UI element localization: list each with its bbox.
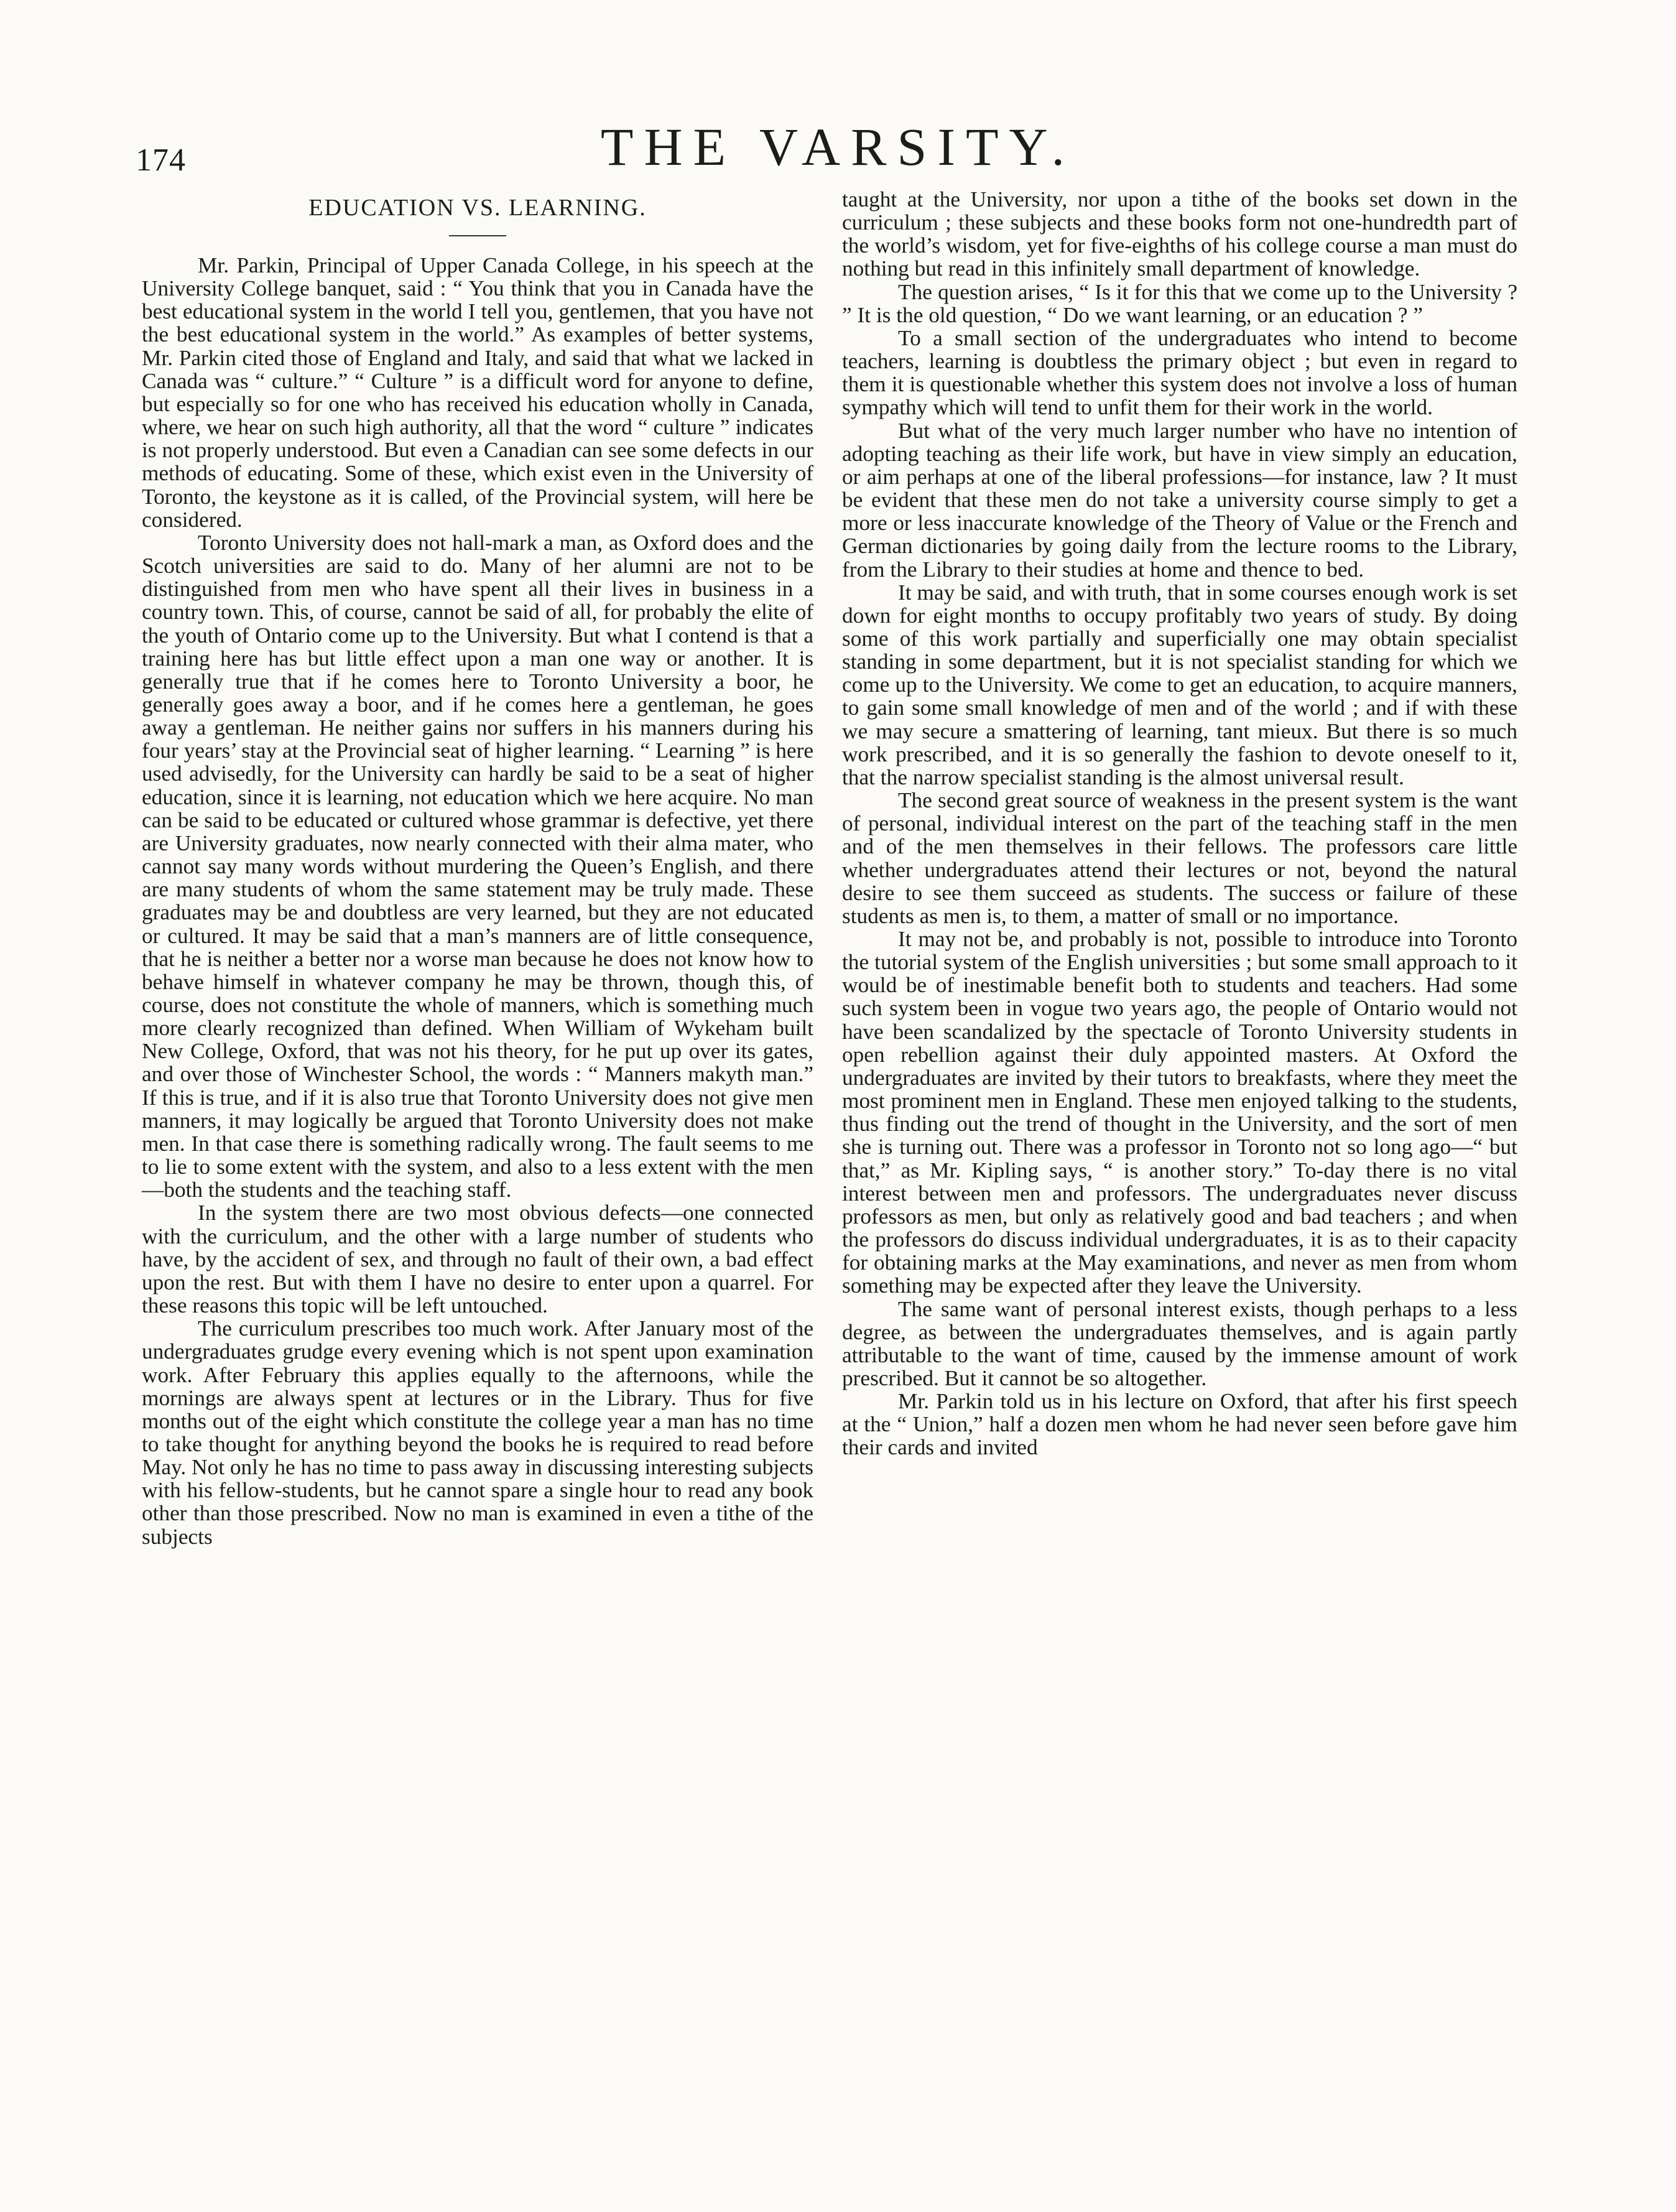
article-paragraph: It may not be, and probably is not, possible to introduce into Toronto the tutorial system of the English universities ; but some small approach to it would be of inestimable benefit both to students and teachers. Had some such system been in vogue two years ago, the people of Ontario would not have been scandalized by the spectacle of Toronto University students in open rebellion against their duly appointed masters. At Oxford the undergraduates are invited by their tutors to breakfasts, where they meet the most prominent men in England. These men enjoyed talking to the students, thus finding out the trend of thought in the University, and the sort of men she is turning out. There was a professor in Toronto not so long ago—“ but that,” as Mr. Kipling says, “ is another story.” To-day there is no vital interest between men and professors. The undergraduates never discuss professors as men, but only as relatively good and bad teachers ; and when the professors do discuss individual undergraduates, it is as to their capacity for obtaining marks at the May examinations, and never as men from whom something may be expected after they leave the University. (842, 927, 1517, 1298)
article-paragraph: The curriculum prescribes too much work. After January most of the undergraduates grudge every evening which is not spent upon examination work. After February this applies equally to the afternoons, while the mornings are always spent at lectures or in the Library. Thus for five months out of the eight which constitute the college year a man has no time to take thought for anything beyond the books he is required to read before May. Not only he has no time to pass away in discussing interesting subjects with his fellow-students, but he cannot spare a single hour to read any book other than those prescribed. Now no man is examined in even a tithe of the subjects (142, 1316, 814, 1549)
article-column-right (842, 188, 1517, 1459)
article-paragraph: The question arises, “ Is it for this that we come up to the University ? ” It is the old question, “ Do we want learning, or an education ? ” (842, 279, 1517, 327)
article-paragraph: But what of the very much larger number who have no intention of adopting teaching as their life work, but have in view simply an education, or aim perhaps at one of the liberal professions—for instance, law ? It must be evident that these men do not take a university course simply to get a more or less inaccurate knowledge of the Theory of Value or the French and German dictionaries by going daily from the lecture rooms to the Library, from the Library to their studies at home and thence to bed. (842, 418, 1517, 582)
article-paragraph: The second great source of weakness in the present system is the want of personal, individual interest on the part of the teaching staff in the men and of the men themselves in their fellows. The professors care little whether undergraduates attend their lectures or not, beyond the natural desire to see them succeed as students. The success or failure of these students as men is, to them, a matter of small or no importance. (842, 788, 1517, 928)
article-paragraph: The same want of personal interest exists, though perhaps to a less degree, as between the undergraduates themselves, and is again partly attributable to the want of time, caused by the immense amount of work prescribed. But it cannot be so altogether. (842, 1296, 1517, 1390)
article-column-left (142, 188, 813, 1548)
title-rule (449, 235, 506, 236)
masthead-title: THE VARSITY. (600, 117, 1076, 177)
article-paragraph: Mr. Parkin, Principal of Upper Canada College, in his speech at the University College banquet, said : “ You think that you in Canada have the best educational system in the world I tell you, gentlemen, that you have not the best educational system in the world.” As examples of better systems, Mr. Parkin cited those of England and Italy, and said that what we lacked in Canada was “ culture.” “ Culture ” is a difficult word for anyone to define, but especially so for one who has received his education wholly in Canada, where, we hear on such high authority, all that the word “ culture ” indicates is not properly understood. But even a Canadian can see some defects in our methods of educating. Some of these, which exist even in the University of Toronto, the keystone as it is called, of the Provincial system, will here be considered. (142, 253, 813, 532)
article-paragraph: Mr. Parkin told us in his lecture on Oxford, that after his first speech at the “ Union,” half a dozen men whom he had never seen before gave him their cards and invited (842, 1389, 1517, 1460)
article-paragraph: To a small section of the undergraduates who intend to become teachers, learning is doubtless the primary object ; but even in regard to them it is questionable whether this system does not involve a loss of human sympathy which will tend to unfit them for their work in the world. (842, 325, 1517, 420)
page-number: 174 (136, 142, 186, 178)
article-title: EDUCATION VS. LEARNING. (308, 195, 647, 221)
article-paragraph-continued: taught at the University, nor upon a tithe of the books set down in the curriculum ; these subjects and these books form not one-hundredth part of the world’s wisdom, yet for five-eighths of his college course a man must do nothing but read in this infinitely small department of knowledge. (842, 187, 1517, 281)
article-paragraph: In the system there are two most obvious defects—one connected with the curriculum, and the other with a large number of students who have, by the accident of sex, and through no fault of their own, a bad effect upon the rest. But with them I have no desire to enter upon a quarrel. For these reasons this topic will be left untouched. (142, 1201, 813, 1318)
article-paragraph: It may be said, and with truth, that in some courses enough work is set down for eight months to occupy profitably two years of study. By doing some of this work partially and superficially one may obtain specialist standing in some department, but it is not specialist standing for which we come up to the University. We come to get an education, to acquire manners, to gain some small knowledge of men and of the world ; and if with these we may secure a smattering of learning, tant mieux. But there is so much work prescribed, and it is so generally the fashion to devote oneself to it, that the narrow specialist standing is the almost universal result. (842, 580, 1517, 789)
article-paragraph: Toronto University does not hall-mark a man, as Oxford does and the Scotch universities are said to do. Many of her alumni are not to be distinguished from men who have spent all their lives in business in a country town. This, of course, cannot be said of all, for probably the elite of the youth of Ontario come up to the University. But what I contend is that a training here has but little effect upon a man one way or another. It is generally true that if he comes here to Toronto University a boor, he generally goes away a boor, and if he comes here a gentleman, he goes away a gentleman. He neither gains nor suffers in his manners during his four years’ stay at the Provincial seat of higher learning. “ Learning ” is here used advisedly, for the University can hardly be said to be a seat of higher education, since it is learning, not education which we here acquire. No man can be said to be educated or cultured whose grammar is defective, yet there are University graduates, now nearly connected with their alma mater, who cannot say many words without murdering the Queen’s English, and there are many students of whom the same statement may be truly made. These graduates may be and doubtless are very learned, but they are not educated or cultured. It may be said that a man’s manners are of little consequence, that he is neither a better nor a worse man because he does not know how to behave himself in whatever company he may be thrown, though this, of course, does not constitute the whole of manners, which is something much more clearly recognized than defined. When William of Wykeham built New College, Oxford, that was not his theory, for he put up over its gates, and over those of Winchester School, the words : “ Manners makyth man.” If this is true, and if it is also true that Toronto University does not give men manners, it may logically be argued that Toronto University does not make men. In that case there is something radically wrong. The fault seems to me to lie to some extent with the system, and also to a less extent with the men—both the students and the teaching staff. (142, 530, 813, 1202)
